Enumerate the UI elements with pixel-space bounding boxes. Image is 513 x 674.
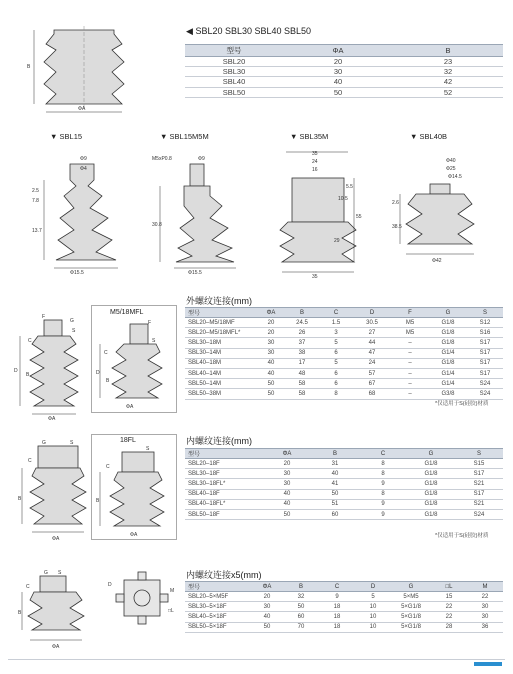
- table-row: [185, 479, 503, 489]
- cell: 41: [311, 479, 359, 489]
- cell: G1/8: [407, 479, 455, 489]
- dim-g: G: [42, 440, 46, 446]
- col-header: C: [319, 308, 353, 318]
- cell: 30: [251, 602, 283, 612]
- dim-g: G: [70, 318, 74, 324]
- dim-s: S: [70, 440, 74, 446]
- cell: –: [391, 379, 429, 389]
- dim-phi14-5: Φ14.5: [448, 174, 462, 180]
- int-thread-inset-drawing: [96, 448, 172, 538]
- cell: 38: [285, 348, 319, 358]
- col-header: 型号: [185, 45, 283, 57]
- dim-s: S: [72, 328, 76, 334]
- cell: 30: [467, 602, 503, 612]
- cell: 15: [431, 592, 467, 602]
- cell: 5×G1/8: [391, 622, 431, 632]
- cell: 40: [311, 469, 359, 479]
- dim-phi25: Φ25: [446, 166, 456, 172]
- dim-phi9: Φ9: [80, 156, 87, 162]
- cell: G1/8: [429, 358, 467, 368]
- cell: 40: [257, 368, 285, 378]
- dim-2-5: 2.5: [32, 188, 39, 194]
- cell: SBL50–18F: [185, 509, 263, 519]
- table-row: [185, 77, 503, 87]
- cell: SBL50–5×18F: [185, 622, 251, 632]
- cell: 6: [319, 348, 353, 358]
- sbl15-drawing: [30, 150, 122, 275]
- cell: S24: [467, 389, 503, 399]
- dim-d: D: [14, 368, 18, 374]
- cell: 20: [257, 318, 285, 328]
- cell: G1/4: [429, 368, 467, 378]
- cell: 52: [393, 87, 503, 97]
- col-header: G: [407, 449, 455, 459]
- dim-phi4: Φ4: [80, 166, 87, 172]
- dim-24: 24: [312, 159, 318, 165]
- cell: 24: [353, 358, 391, 368]
- dim-m5: M5xP0.8: [152, 156, 172, 162]
- col-header: 型号: [185, 449, 263, 459]
- cell: 60: [283, 612, 319, 622]
- int-thread-note: *仅适用于S(硅胶)材质: [435, 533, 489, 539]
- cell: 5×M5: [391, 592, 431, 602]
- col-header: ΦA: [283, 45, 393, 57]
- col-header: F: [391, 308, 429, 318]
- dim-g: G: [44, 570, 48, 576]
- table-row: [185, 389, 503, 399]
- cell: SBL50: [185, 87, 283, 97]
- dim-m: M: [170, 588, 175, 594]
- dim-phi40: Φ40: [446, 158, 456, 164]
- dim-30-8: 30.8: [152, 222, 162, 228]
- cell: SBL30–18FL*: [185, 479, 263, 489]
- dim-d: D: [108, 582, 112, 588]
- sbl35m-drawing: [272, 148, 362, 278]
- int-thread-inset-label: 18FL: [120, 437, 136, 444]
- cell: SBL20–M5/18MFL*: [185, 328, 257, 338]
- int-thread-x5-top-view: [108, 572, 178, 628]
- col-header: B: [311, 449, 359, 459]
- cell: 1.5: [319, 318, 353, 328]
- cell: 30: [283, 67, 393, 77]
- cell: 22: [431, 602, 467, 612]
- cell: S24: [455, 509, 503, 519]
- dim-s: S: [146, 446, 150, 452]
- col-header: 型号: [185, 308, 257, 318]
- cell: 10: [355, 602, 391, 612]
- cell: 32: [283, 592, 319, 602]
- table-row: [185, 622, 503, 632]
- col-header: ΦA: [263, 449, 311, 459]
- cell: SBL40: [185, 77, 283, 87]
- ext-thread-rows: [185, 318, 503, 400]
- cell: 9: [319, 592, 355, 602]
- ext-thread-title: 外螺纹连接(mm): [186, 296, 252, 306]
- cell: S24: [467, 379, 503, 389]
- cell: 50: [311, 489, 359, 499]
- dim-b: B: [18, 496, 22, 502]
- cell: 68: [353, 389, 391, 399]
- cell: 40: [263, 499, 311, 509]
- cell: G1/8: [407, 499, 455, 509]
- cell: 30: [257, 348, 285, 358]
- dim-35: 35: [312, 151, 318, 157]
- cell: 8: [359, 489, 407, 499]
- cell: 17: [285, 358, 319, 368]
- dim-phia: ΦA: [130, 532, 138, 538]
- table-row: [185, 67, 503, 77]
- page-bottom-rule: [8, 659, 505, 660]
- cell: 50: [257, 389, 285, 399]
- int-thread-x5-drawing: [18, 568, 98, 652]
- cell: SBL30–5×18F: [185, 602, 251, 612]
- cell: 10: [355, 622, 391, 632]
- dim-phi15-5: Φ15.5: [70, 270, 84, 276]
- cell: 20: [251, 592, 283, 602]
- cell: SBL20–5×M5F: [185, 592, 251, 602]
- cell: 18: [319, 622, 355, 632]
- ext-thread-inset-drawing: [96, 320, 172, 410]
- cell: S17: [467, 348, 503, 358]
- col-header: D: [353, 308, 391, 318]
- cell: M5: [391, 318, 429, 328]
- page-accent-bar: [474, 662, 502, 666]
- dim-16: 16: [312, 167, 318, 173]
- table-row: [185, 499, 503, 509]
- cell: SBL30–18F: [185, 469, 263, 479]
- int-thread-x5-rows: [185, 592, 503, 633]
- cell: 40: [263, 489, 311, 499]
- cell: 50: [283, 602, 319, 612]
- sbl40b-drawing: [392, 150, 492, 272]
- cell: 44: [353, 338, 391, 348]
- cell: 9: [359, 499, 407, 509]
- sbl-main-table: [185, 44, 503, 98]
- cell: 23: [393, 57, 503, 67]
- dim-13-7: 13.7: [32, 228, 42, 234]
- dim-f: F: [148, 320, 152, 326]
- cell: 30: [263, 469, 311, 479]
- table-header-row: [185, 449, 503, 459]
- table-row: [185, 469, 503, 479]
- cell: SBL20–M5/18MF: [185, 318, 257, 328]
- triangle-down-icon: ▼: [160, 132, 168, 141]
- cell: 5: [355, 592, 391, 602]
- cell: 58: [285, 389, 319, 399]
- sbl-main-title-text: SBL20 SBL30 SBL40 SBL50: [195, 26, 312, 36]
- cell: 8: [359, 459, 407, 469]
- col-header: G: [429, 308, 467, 318]
- cell: 18: [319, 602, 355, 612]
- dim-b: B: [96, 498, 100, 504]
- col-header: D: [355, 582, 391, 592]
- cell: G1/8: [407, 509, 455, 519]
- cell: 5: [319, 338, 353, 348]
- cell: 70: [283, 622, 319, 632]
- variant-title-sbl40b: [410, 132, 447, 141]
- cell: S21: [455, 479, 503, 489]
- cell: –: [391, 348, 429, 358]
- dim-phia: ΦA: [48, 416, 56, 422]
- cell: 28: [431, 622, 467, 632]
- dim-7-8: 7.8: [32, 198, 39, 204]
- triangle-down-icon: ▼: [290, 132, 298, 141]
- col-header: M: [467, 582, 503, 592]
- variant-title-sbl15m5m: [160, 132, 209, 141]
- col-header: C: [319, 582, 355, 592]
- cell: SBL30–14M: [185, 348, 257, 358]
- cell: 40: [257, 358, 285, 368]
- variant-label: SBL15: [59, 132, 83, 141]
- cell: 9: [359, 479, 407, 489]
- dim-38-5: 38.5: [392, 224, 402, 230]
- dim-29: 29: [334, 238, 340, 244]
- int-thread-title: 内螺纹连接(mm): [186, 436, 252, 446]
- cell: M5: [391, 328, 429, 338]
- cell: G1/4: [429, 348, 467, 358]
- table-row: [185, 57, 503, 67]
- cell: 6: [319, 379, 353, 389]
- cell: 40: [283, 77, 393, 87]
- dim-c: C: [26, 584, 30, 590]
- dim-phia: ΦA: [52, 536, 60, 542]
- cell: S17: [467, 368, 503, 378]
- cell: 37: [285, 338, 319, 348]
- cell: 50: [251, 622, 283, 632]
- cell: SBL20–18F: [185, 459, 263, 469]
- dim-c: C: [104, 350, 108, 356]
- cell: G1/8: [429, 328, 467, 338]
- cell: SBL50–14M: [185, 379, 257, 389]
- play-left-icon: ◀: [186, 26, 193, 36]
- table-row: [185, 602, 503, 612]
- cell: 18: [319, 612, 355, 622]
- cell: SBL30–18M: [185, 338, 257, 348]
- dim-b: B: [26, 372, 30, 378]
- cell: 50: [257, 379, 285, 389]
- cell: 67: [353, 379, 391, 389]
- dim-c: C: [106, 464, 110, 470]
- cell: SBL40–18F: [185, 489, 263, 499]
- cell: 30: [467, 612, 503, 622]
- cell: 26: [285, 328, 319, 338]
- cell: –: [391, 368, 429, 378]
- table-row: [185, 338, 503, 348]
- col-header: □L: [431, 582, 467, 592]
- cell: 20: [283, 57, 393, 67]
- variant-label: SBL40B: [419, 132, 448, 141]
- cell: –: [391, 389, 429, 399]
- triangle-down-icon: ▼: [50, 132, 58, 141]
- col-header: S: [467, 308, 503, 318]
- dim-l: □L: [168, 608, 174, 614]
- sbl15m5m-drawing: [150, 150, 242, 275]
- triangle-down-icon: ▼: [410, 132, 418, 141]
- ext-thread-drawing: [14, 312, 94, 422]
- int-thread-rows: [185, 459, 503, 520]
- cell: 36: [467, 622, 503, 632]
- ext-thread-table: [185, 307, 503, 400]
- cell: S17: [455, 489, 503, 499]
- col-header: S: [455, 449, 503, 459]
- table-row: [185, 358, 503, 368]
- table-row: [185, 348, 503, 358]
- int-thread-drawing: [18, 440, 92, 545]
- cell: 22: [467, 592, 503, 602]
- table-row: [185, 459, 503, 469]
- dim-d: D: [96, 370, 100, 376]
- variant-label: SBL15M5M: [169, 132, 209, 141]
- col-header: G: [391, 582, 431, 592]
- table-header-row: [185, 582, 503, 592]
- cell: 47: [353, 348, 391, 358]
- cell: G1/8: [407, 459, 455, 469]
- dim-phia: ΦA: [126, 404, 134, 410]
- cell: 20: [263, 459, 311, 469]
- cell: 30: [263, 479, 311, 489]
- cell: S17: [455, 469, 503, 479]
- table-row: [185, 379, 503, 389]
- int-thread-x5-table: [185, 581, 503, 633]
- cell: 58: [285, 379, 319, 389]
- cell: 40: [251, 612, 283, 622]
- cell: 51: [311, 499, 359, 509]
- cell: SBL40–18M: [185, 358, 257, 368]
- sbl-main-drawing: [26, 24, 136, 116]
- cell: 31: [311, 459, 359, 469]
- variant-title-sbl15: [50, 132, 82, 141]
- cell: 48: [285, 368, 319, 378]
- dim-10-5: 10.5: [338, 196, 348, 202]
- cell: 30.5: [353, 318, 391, 328]
- cell: 5×G1/8: [391, 612, 431, 622]
- cell: 50: [263, 509, 311, 519]
- table-row: [185, 489, 503, 499]
- cell: G3/8: [429, 389, 467, 399]
- cell: G1/4: [429, 379, 467, 389]
- dim-f: F: [42, 314, 46, 320]
- cell: –: [391, 358, 429, 368]
- cell: SBL20: [185, 57, 283, 67]
- cell: 42: [393, 77, 503, 87]
- cell: 9: [359, 509, 407, 519]
- col-header: ΦA: [257, 308, 285, 318]
- cell: 24.5: [285, 318, 319, 328]
- cell: 22: [431, 612, 467, 622]
- dim-c: C: [28, 338, 32, 344]
- cell: 32: [393, 67, 503, 77]
- dim-55: 55: [356, 214, 362, 220]
- dim-phi42: Φ42: [432, 258, 442, 264]
- cell: 8: [319, 389, 353, 399]
- dim-phi15-5: Φ15.5: [188, 270, 202, 276]
- cell: 8: [359, 469, 407, 479]
- col-header: B: [285, 308, 319, 318]
- cell: 50: [283, 87, 393, 97]
- cell: 27: [353, 328, 391, 338]
- cell: –: [391, 338, 429, 348]
- cell: SBL40–5×18F: [185, 612, 251, 622]
- cell: 6: [319, 368, 353, 378]
- cell: G1/8: [429, 338, 467, 348]
- col-header: 型号: [185, 582, 251, 592]
- cell: SBL50–38M: [185, 389, 257, 399]
- col-header: ΦA: [251, 582, 283, 592]
- dim-s: S: [58, 570, 62, 576]
- dim-b: B: [18, 610, 22, 616]
- col-header: C: [359, 449, 407, 459]
- cell: 3: [319, 328, 353, 338]
- cell: S21: [455, 499, 503, 509]
- cell: S15: [455, 459, 503, 469]
- variant-label: SBL35M: [299, 132, 329, 141]
- cell: 57: [353, 368, 391, 378]
- dim-b: B: [27, 64, 31, 70]
- table-row: [185, 368, 503, 378]
- dim-5-5: 5.5: [346, 184, 353, 190]
- table-header-row: [185, 45, 503, 57]
- cell: 10: [355, 612, 391, 622]
- table-row: [185, 328, 503, 338]
- cell: SBL40–14M: [185, 368, 257, 378]
- table-header-row: [185, 308, 503, 318]
- table-row: [185, 509, 503, 519]
- cell: S16: [467, 328, 503, 338]
- table-row: [185, 318, 503, 328]
- dim-b: B: [106, 378, 110, 384]
- table-row: [185, 87, 503, 97]
- dim-2-6: 2.6: [392, 200, 399, 206]
- variant-title-sbl35m: [290, 132, 328, 141]
- int-thread-table: [185, 448, 503, 520]
- cell: 5: [319, 358, 353, 368]
- int-thread-x5-title: 内螺纹连接x5(mm): [186, 570, 262, 580]
- cell: S17: [467, 338, 503, 348]
- ext-thread-note: *仅适用于S(硅胶)材质: [435, 401, 489, 407]
- cell: S12: [467, 318, 503, 328]
- cell: 5×G1/8: [391, 602, 431, 612]
- table-row: [185, 612, 503, 622]
- cell: SBL30: [185, 67, 283, 77]
- col-header: B: [393, 45, 503, 57]
- dim-c: C: [28, 458, 32, 464]
- dim-35-bottom: 35: [312, 274, 318, 280]
- dim-s: S: [152, 338, 156, 344]
- cell: SBL40–18FL*: [185, 499, 263, 509]
- cell: 20: [257, 328, 285, 338]
- table-row: [185, 592, 503, 602]
- cell: G1/8: [407, 489, 455, 499]
- ext-thread-inset-label: M5/18MFL: [110, 309, 144, 316]
- cell: G1/8: [429, 318, 467, 328]
- cell: 30: [257, 338, 285, 348]
- cell: G1/8: [407, 469, 455, 479]
- dim-phia: ΦA: [78, 106, 86, 112]
- cell: 60: [311, 509, 359, 519]
- dim-phia: ΦA: [52, 644, 60, 650]
- sbl-main-title: [186, 26, 311, 37]
- col-header: B: [283, 582, 319, 592]
- dim-phi9: Φ9: [198, 156, 205, 162]
- cell: S17: [467, 358, 503, 368]
